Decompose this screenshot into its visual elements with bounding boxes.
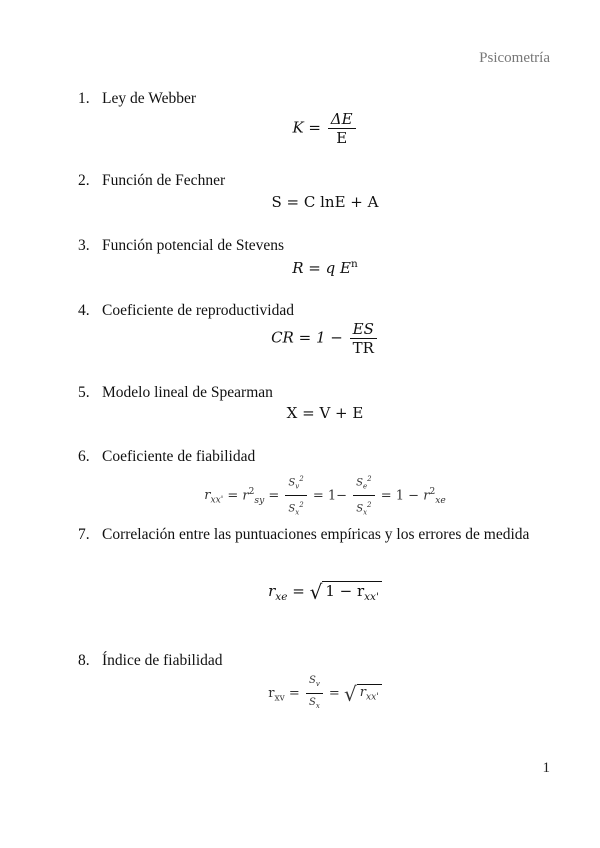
item-title: Función potencial de Stevens (102, 237, 285, 254)
item-3 (78, 235, 550, 257)
item-title: Coeficiente de reproductividad (102, 302, 294, 319)
item-8 (78, 650, 550, 672)
item-2 (78, 170, 550, 192)
item-number: 8. (78, 652, 90, 669)
item-number: 5. (78, 384, 90, 401)
item-number: 3. (78, 237, 90, 254)
item-number: 2. (78, 172, 90, 189)
fraction: $\frac{S_v}{S_x}$ (306, 672, 323, 715)
formula-webber: K = $\frac{\Delta E}{E}$ (50, 110, 600, 147)
item-6 (78, 446, 550, 468)
square-root: √ $1 - r_{xx'}$ (310, 580, 382, 604)
item-title: Índice de fiabilidad (102, 652, 223, 669)
formula-stevens: R = q $E^n$ (292, 258, 358, 277)
formula-fechner: S = C lnE + A (271, 193, 379, 211)
item-5 (78, 382, 550, 404)
item-7 (78, 524, 550, 546)
item-title: Modelo lineal de Spearman (102, 384, 273, 401)
item-4 (78, 300, 550, 322)
formula-correlacion-error: $r_{xe}$ = √ $1 - r_{xx'}$ (50, 580, 600, 604)
item-title: Correlación entre las puntuaciones empíricas y los errores de medida (102, 526, 530, 543)
item-number: 4. (78, 302, 90, 319)
formula-indice-fiabilidad: $r_{xv}$ = $\frac{S_v}{S_x}$ = √ $r_{xx'}$ (50, 672, 600, 715)
item-number: 1. (78, 90, 90, 107)
fraction: $\frac{\Delta E}{E}$ (328, 110, 356, 147)
square-root: √ $r_{xx'}$ (344, 682, 382, 706)
item-title: Coeficiente de fiabilidad (102, 448, 256, 465)
page-number: 1 (542, 760, 550, 776)
item-1 (78, 88, 550, 110)
item-title: Función de Fechner (102, 172, 226, 189)
page-header: Psicometría (479, 50, 550, 66)
formula-reproductividad: CR = 1 − $\frac{ES}{TR}$ (50, 320, 600, 357)
item-number: 6. (78, 448, 90, 465)
item-title: Ley de Webber (102, 90, 197, 107)
fraction: $\frac{ES}{TR}$ (350, 320, 377, 357)
formula-fiabilidad: $r_{xx'} = r^2_{sy}$ = $\frac{S_v^2}{S_x^2}$ = 1− $\frac{S_e^2}{S_x^2}$ = $1 - r^2_{xe}$ (50, 470, 600, 522)
item-number: 7. (78, 526, 90, 543)
formula-spearman: X = V + E (286, 404, 364, 422)
